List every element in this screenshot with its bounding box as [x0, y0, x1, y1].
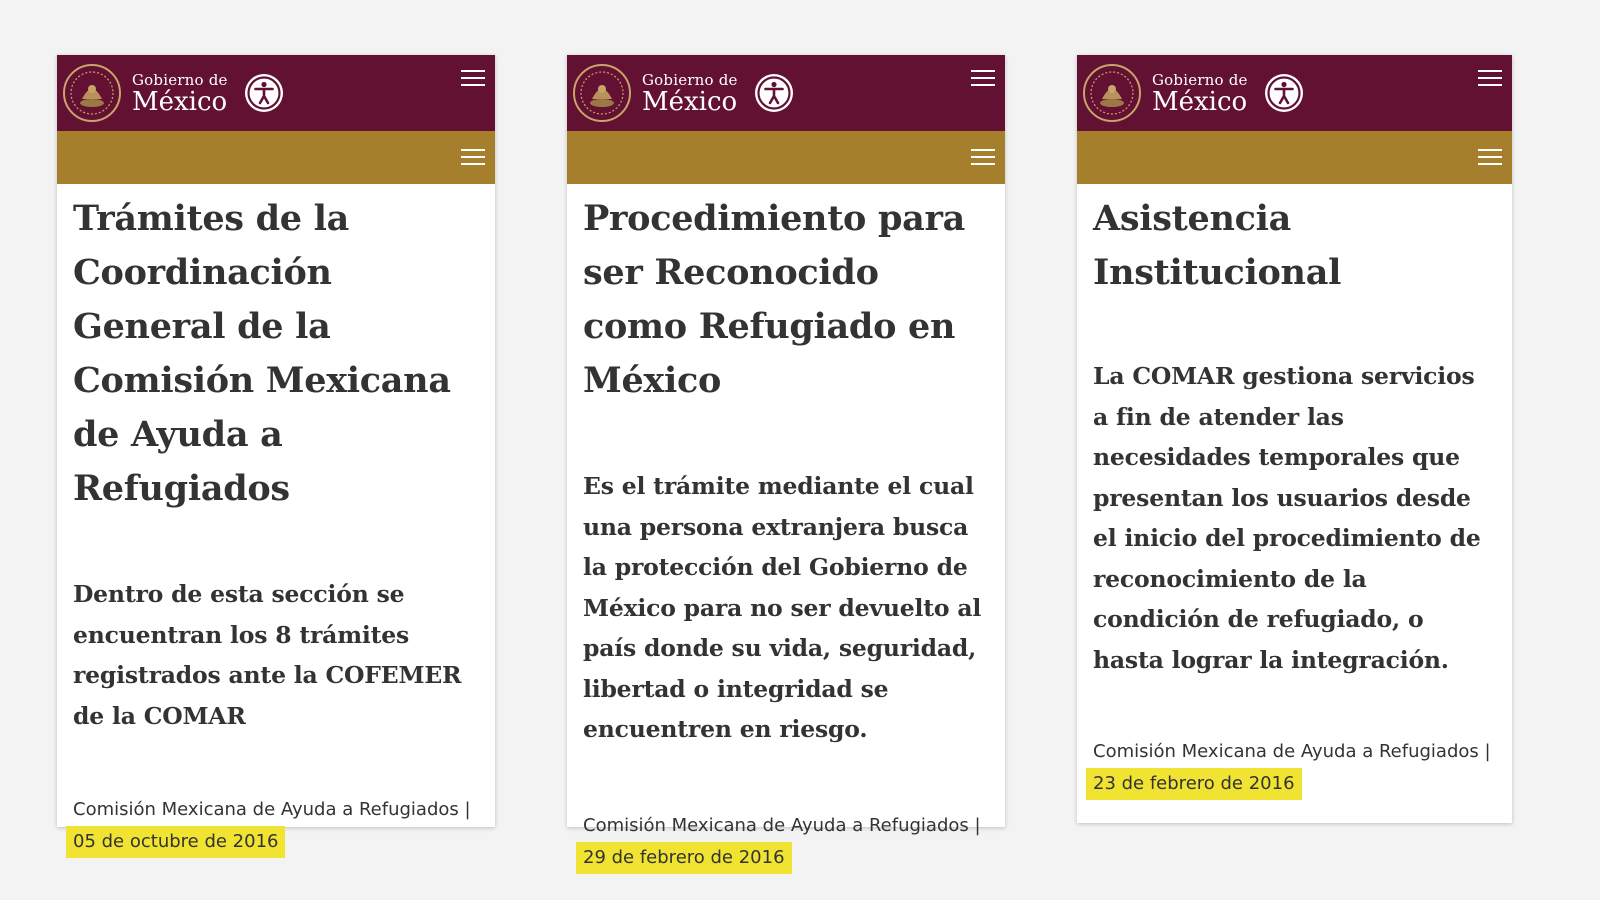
secondary-menu-button[interactable] — [1478, 149, 1502, 165]
brand-big-text: México — [642, 87, 738, 117]
secondary-navbar — [567, 131, 1005, 184]
main-menu-button[interactable] — [461, 70, 485, 86]
article-meta — [583, 810, 990, 874]
phone-card-procedimiento — [567, 55, 1005, 868]
mexico-coat-of-arms-icon — [572, 63, 632, 123]
secondary-navbar — [1077, 131, 1512, 184]
brand-big-text: México — [132, 87, 228, 117]
page-description: La COMAR gestiona servicios a fin de atender las necesidades temporales que presentan los usuarios desde el inicio del procedimiento de reconocimiento de la condición de refugiado, o hasta lograr la integración. — [1093, 362, 1481, 674]
secondary-menu-button[interactable] — [971, 149, 995, 165]
source-label[interactable]: Comisión Mexicana de Ayuda a Refugiados | — [73, 799, 471, 820]
page-title: Asistencia Institucional — [1093, 198, 1342, 293]
accessibility-icon[interactable] — [1264, 73, 1304, 113]
page-title: Procedimiento para ser Reconocido como Refugiado en México — [583, 198, 966, 401]
page-description: Es el trámite mediante el cual una persona extranjera busca la protección del Gobierno de México para no ser devuelto al país donde su vida, seguridad, libertad o integridad se encuentren en riesgo. — [583, 472, 982, 743]
article-meta — [73, 794, 480, 858]
brand-big-text: México — [1152, 87, 1248, 117]
brand-small-text: Gobierno de — [642, 71, 738, 89]
mexico-coat-of-arms-icon — [1082, 63, 1142, 123]
main-menu-button[interactable] — [971, 70, 995, 86]
secondary-navbar — [57, 131, 495, 184]
main-menu-button[interactable] — [1478, 70, 1502, 86]
page-description: Dentro de esta sección se encuentran los 8 trámites registrados ante la COFEMER de la COMAR — [73, 580, 462, 730]
top-navbar — [57, 55, 495, 131]
card-content — [567, 192, 1005, 874]
top-navbar — [567, 55, 1005, 131]
phone-card-asistencia — [1077, 55, 1512, 823]
brand-small-text: Gobierno de — [132, 71, 228, 89]
publish-date: 05 de octubre de 2016 — [66, 826, 285, 858]
accessibility-icon[interactable] — [754, 73, 794, 113]
publish-date: 29 de febrero de 2016 — [576, 842, 792, 874]
gobierno-de-mexico-logo[interactable] — [642, 73, 738, 115]
top-navbar — [1077, 55, 1512, 131]
article-meta — [1093, 736, 1497, 800]
phone-card-tramites — [57, 55, 495, 852]
source-label[interactable]: Comisión Mexicana de Ayuda a Refugiados | — [1093, 741, 1491, 762]
card-content — [57, 192, 495, 858]
gobierno-de-mexico-logo[interactable] — [1152, 73, 1248, 115]
publish-date: 23 de febrero de 2016 — [1086, 768, 1302, 800]
accessibility-icon[interactable] — [244, 73, 284, 113]
card-content — [1077, 192, 1512, 800]
gobierno-de-mexico-logo[interactable] — [132, 73, 228, 115]
mexico-coat-of-arms-icon — [62, 63, 122, 123]
brand-small-text: Gobierno de — [1152, 71, 1248, 89]
page-title: Trámites de la Coordinación General de la Comisión Mexicana de Ayuda a Refugiados — [73, 198, 451, 509]
source-label[interactable]: Comisión Mexicana de Ayuda a Refugiados | — [583, 814, 981, 836]
secondary-menu-button[interactable] — [461, 149, 485, 165]
